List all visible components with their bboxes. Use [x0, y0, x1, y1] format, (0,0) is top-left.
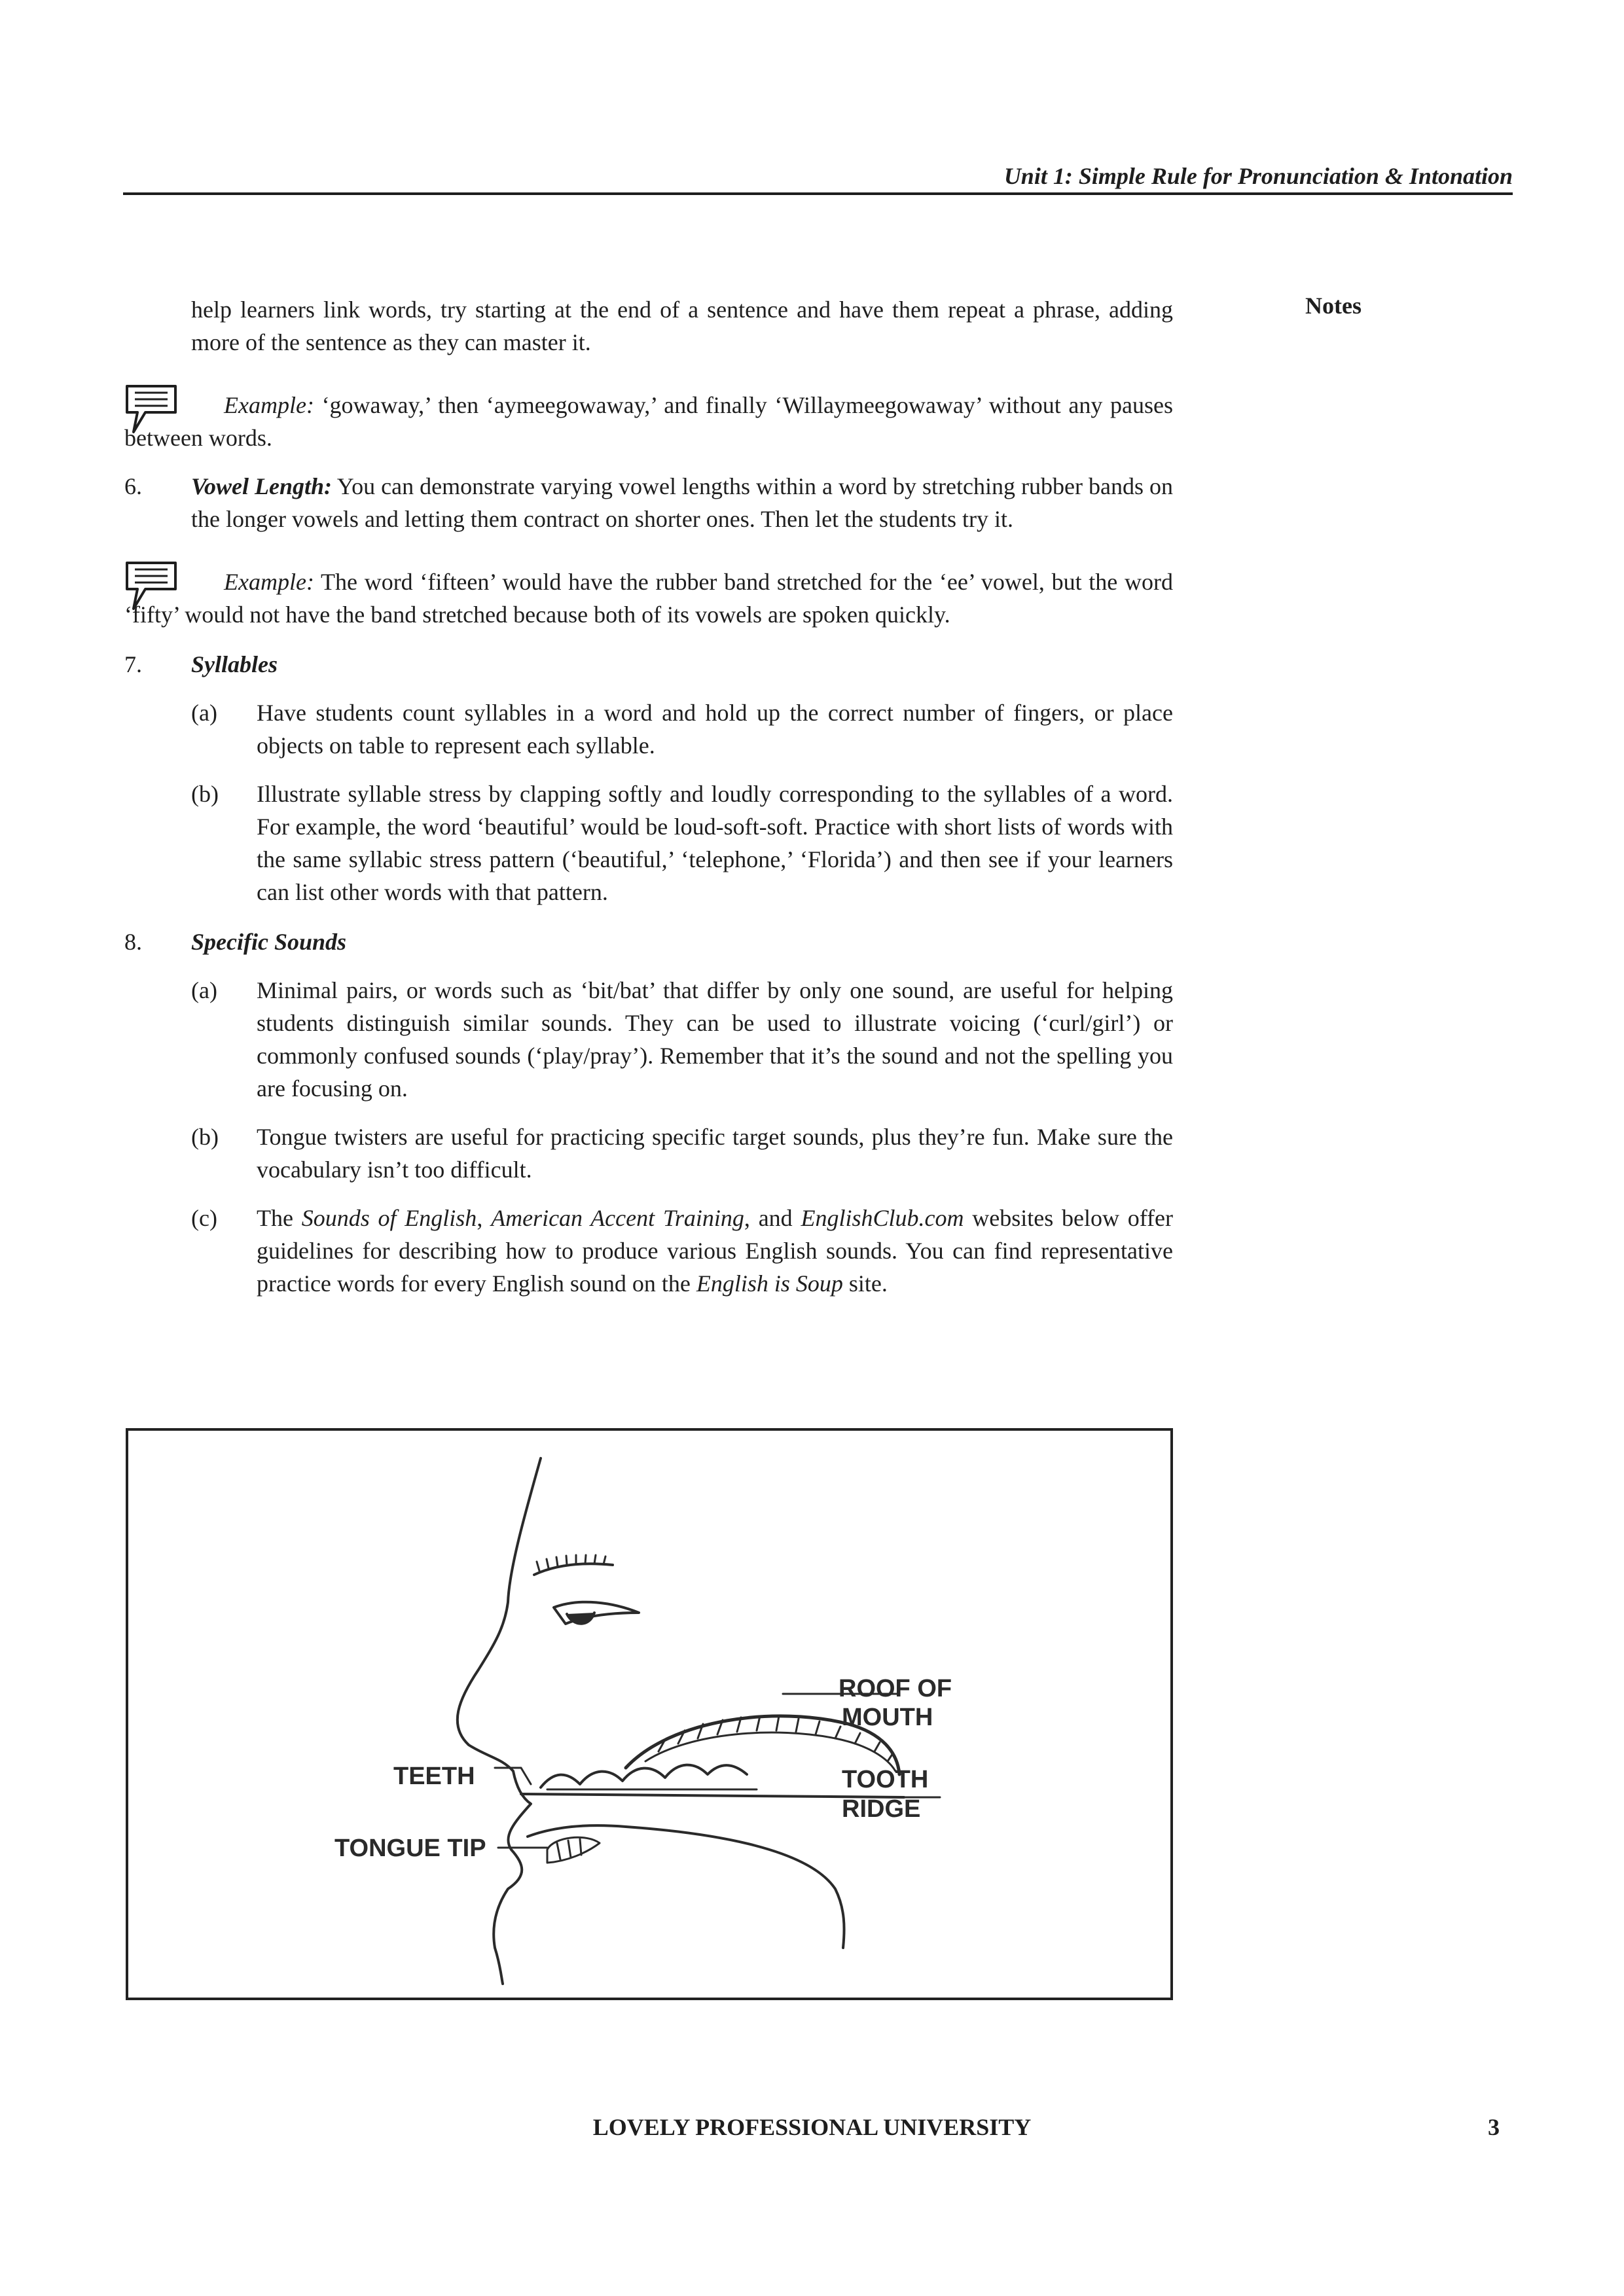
example-block-1: [124, 389, 1173, 454]
item-title: Specific Sounds: [191, 929, 347, 955]
roof-of-mouth-label-line2: MOUTH: [842, 1704, 933, 1731]
sounds-sub-b: [124, 1121, 1173, 1186]
sub-text: Have students count syllables in a word and hold up the correct number of fingers, or place objects on table to represent each syllable.: [257, 700, 1173, 759]
website-name: American Accent Training: [491, 1205, 744, 1231]
page-number: 3: [1488, 2114, 1500, 2140]
upper-teeth: [541, 1765, 747, 1787]
website-name: Sounds of English: [301, 1205, 477, 1231]
sounds-sub-a: [124, 974, 1173, 1105]
example-label: Example:: [224, 569, 314, 595]
mouth-diagram-figure: [126, 1428, 1173, 2000]
sub-text: Illustrate syllable stress by clapping softly and loudly corresponding to the syllables of a word. For example, the word ‘beautiful’ would be loud-soft-soft. Practice with short lists of words with the same syllabic stress pattern (‘beautiful,’ ‘telephone,’ ‘Florida’) and then see if your learners can list other words with that pattern.: [257, 781, 1173, 905]
example-label: Example:: [224, 392, 314, 418]
face-profile-outline: [458, 1458, 541, 1984]
example-1-body: ‘gowaway,’ then ‘aymeegowaway,’ and finally ‘Willaymeegowaway’ without any pauses between words.: [124, 392, 1173, 451]
tooth-ridge-label-line2: RIDGE: [842, 1795, 921, 1823]
example-note-icon: [124, 560, 178, 611]
website-name: English is Soup: [696, 1270, 843, 1297]
item-syllables: [124, 648, 1173, 681]
tongue-tip-label: TONGUE TIP: [334, 1835, 486, 1862]
header-rule: [123, 192, 1513, 195]
example-2-body: The word ‘fifteen’ would have the rubber band stretched for the ‘ee’ vowel, but the word ‘fifty’ would not have the band stretched because both of its vowels are spoken quickly.: [124, 569, 1173, 628]
lower-jaw: [528, 1825, 844, 1948]
syllables-sub-b: [124, 778, 1173, 908]
sub-text: Tongue twisters are useful for practicing specific target sounds, plus they’re fun. Make sure the vocabulary isn’t too difficult.: [257, 1124, 1173, 1183]
item-body: You can demonstrate varying vowel lengths within a word by stretching rubber bands on the longer vowels and letting them contract on shorter ones. Then let the students try it.: [191, 473, 1173, 532]
sub-label: (a): [191, 700, 217, 726]
item-title: Syllables: [191, 651, 278, 677]
eyebrow: [534, 1564, 613, 1575]
sub-label: (c): [191, 1205, 217, 1231]
sub-text: The: [257, 1205, 302, 1231]
roof-of-mouth-label-line1: ROOF OF: [839, 1675, 952, 1702]
intro-paragraph: help learners link words, try starting at the end of a sentence and have them repeat a phrase, adding more of the sentence as they can master it.: [191, 296, 1173, 355]
item-number: 6.: [124, 473, 142, 499]
sub-text: Minimal pairs, or words such as ‘bit/bat’ that differ by only one sound, are useful for helping students distinguish similar sounds. They can be used to illustrate voicing (‘curl/girl’) or commonly confused sounds (‘play/pray’). Remember that it’s the sound and not the spelling you are focusing on.: [257, 977, 1173, 1102]
sounds-sub-c: [124, 1202, 1173, 1300]
example-2-text: [124, 565, 1173, 631]
running-header-title: Unit 1: Simple Rule for Pronunciation & Intonation: [1003, 163, 1513, 189]
main-content: [124, 293, 1173, 1300]
sub-label: (b): [191, 781, 219, 807]
example-1-text: [124, 389, 1173, 454]
mouth-diagram: [128, 1431, 1170, 1998]
syllables-sub-a: [124, 696, 1173, 762]
sub-text: websites below offer guidelines for describing how to produce various English sounds. You can find representative practice words for every English sound on the: [257, 1205, 1174, 1297]
sub-text: , and: [744, 1205, 801, 1231]
footer-university: LOVELY PROFESSIONAL UNIVERSITY: [592, 2114, 1032, 2140]
sub-text: ,: [477, 1205, 492, 1231]
tongue-tip: [547, 1837, 600, 1863]
item-number: 7.: [124, 651, 142, 677]
example-block-2: [124, 565, 1173, 631]
item-title: Vowel Length:: [191, 473, 333, 499]
item-vowel-length: [124, 470, 1173, 535]
website-name: EnglishClub.com: [801, 1205, 964, 1231]
teeth-label: TEETH: [393, 1763, 475, 1790]
item-specific-sounds: [124, 925, 1173, 958]
example-note-icon: [124, 384, 178, 435]
item-number: 8.: [124, 929, 142, 955]
sub-label: (b): [191, 1124, 219, 1150]
tooth-ridge-label-line1: TOOTH: [842, 1766, 929, 1793]
notes-margin-label: Notes: [1305, 293, 1362, 319]
sub-text: site.: [842, 1270, 888, 1297]
sub-label: (a): [191, 977, 217, 1003]
